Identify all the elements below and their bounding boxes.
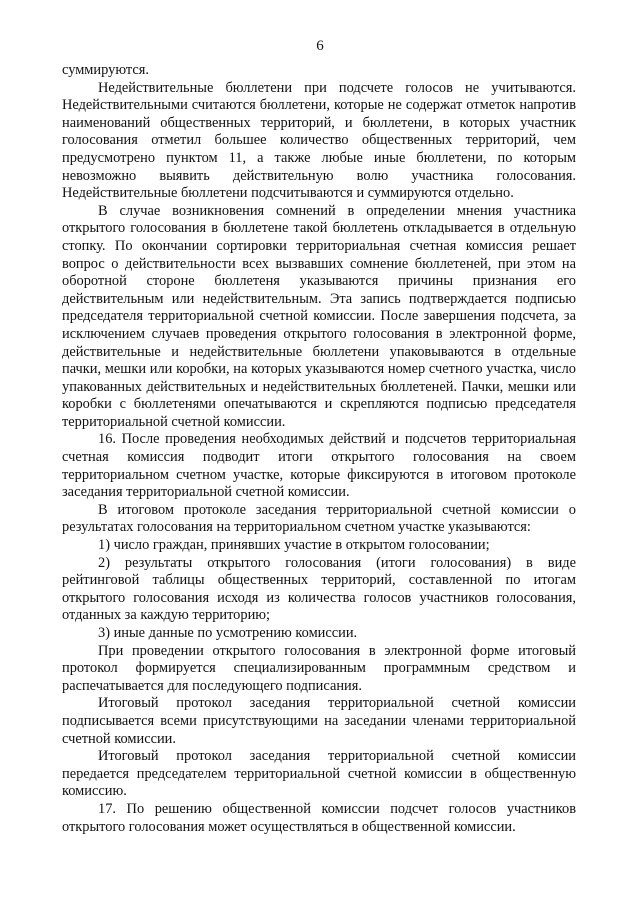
paragraph-7: 2) результаты открытого голосования (итоги голосования) в виде рейтинговой таблицы общественных территорий, составленной по итогам открытого голосования исходя из количества голосов участников голосования, отданных за каждую территорию; [62, 554, 576, 624]
paragraph-6: 1) число граждан, принявших участие в открытом голосовании; [98, 537, 490, 554]
body-text [62, 62, 576, 836]
paragraph-1: суммируются. [62, 62, 149, 78]
page-number: 6 [316, 38, 324, 54]
paragraph-5: В итоговом протоколе заседания территориальной счетной комиссии о результатах голосования на территориальном счетном участке указываются: [62, 501, 576, 536]
paragraph-12: 17. По решению общественной комиссии подсчет голосов участников открытого голосования может осуществляться в общественной комиссии. [62, 800, 576, 835]
paragraph-11: Итоговый протокол заседания территориальной счетной комиссии передается председателем территориальной счетной комиссии в общественную комиссию. [62, 748, 576, 800]
paragraph-4: 16. После проведения необходимых действий и подсчетов территориальная счетная комиссия подводит итоги открытого голосования на своем территориальном счетном участке, которые фиксируются в итоговом протоколе заседания территориальной счетной комиссии. [62, 431, 576, 501]
paragraph-10: Итоговый протокол заседания территориальной счетной комиссии подписывается всеми присутствующими на заседании членами территориальной счетной комиссии. [62, 695, 576, 747]
paragraph-9: При проведении открытого голосования в электронной форме итоговый протокол формируется специализированным программным средством и распечатывается для последующего подписания. [62, 642, 576, 694]
paragraph-8: 3) иные данные по усмотрению комиссии. [98, 625, 358, 641]
paragraph-3: В случае возникновения сомнений в определении мнения участника открытого голосования в бюллетене такой бюллетень откладывается в отдельную стопку. По окончании сортировки территориальная счетная комиссия решает вопрос о действительности всех вызвавших сомнение бюллетеней, при этом на оборотной стороне бюллетеня указываются причины признания его действительным или недействительным. Эта запись подтверждается подписью председателя территориальной счетной комиссии. После завершения подсчета, за исключением случаев проведения открытого голосования в электронной форме, действительные и недействительные бюллетени упаковываются в отдельные пачки, мешки или коробки, на которых указываются номер счетного участка, число упакованных действительных и недействительных бюллетеней. Пачки, мешки или коробки с бюллетенями опечатываются и скрепляются подписью председателя территориальной счетной комиссии. [62, 202, 576, 430]
paragraph-2: Недействительные бюллетени при подсчете голосов не учитываются. Недействительными считаются бюллетени, которые не содержат отметок напротив наименований общественных территорий, и бюллетени, в которых участник голосования отметил большее количество общественных территорий, чем предусмотрено пунктом 11, а также любые иные бюллетени, по которым невозможно выявить действительную волю участника голосования. Недействительные бюллетени подсчитываются и суммируются отдельно. [62, 79, 576, 202]
